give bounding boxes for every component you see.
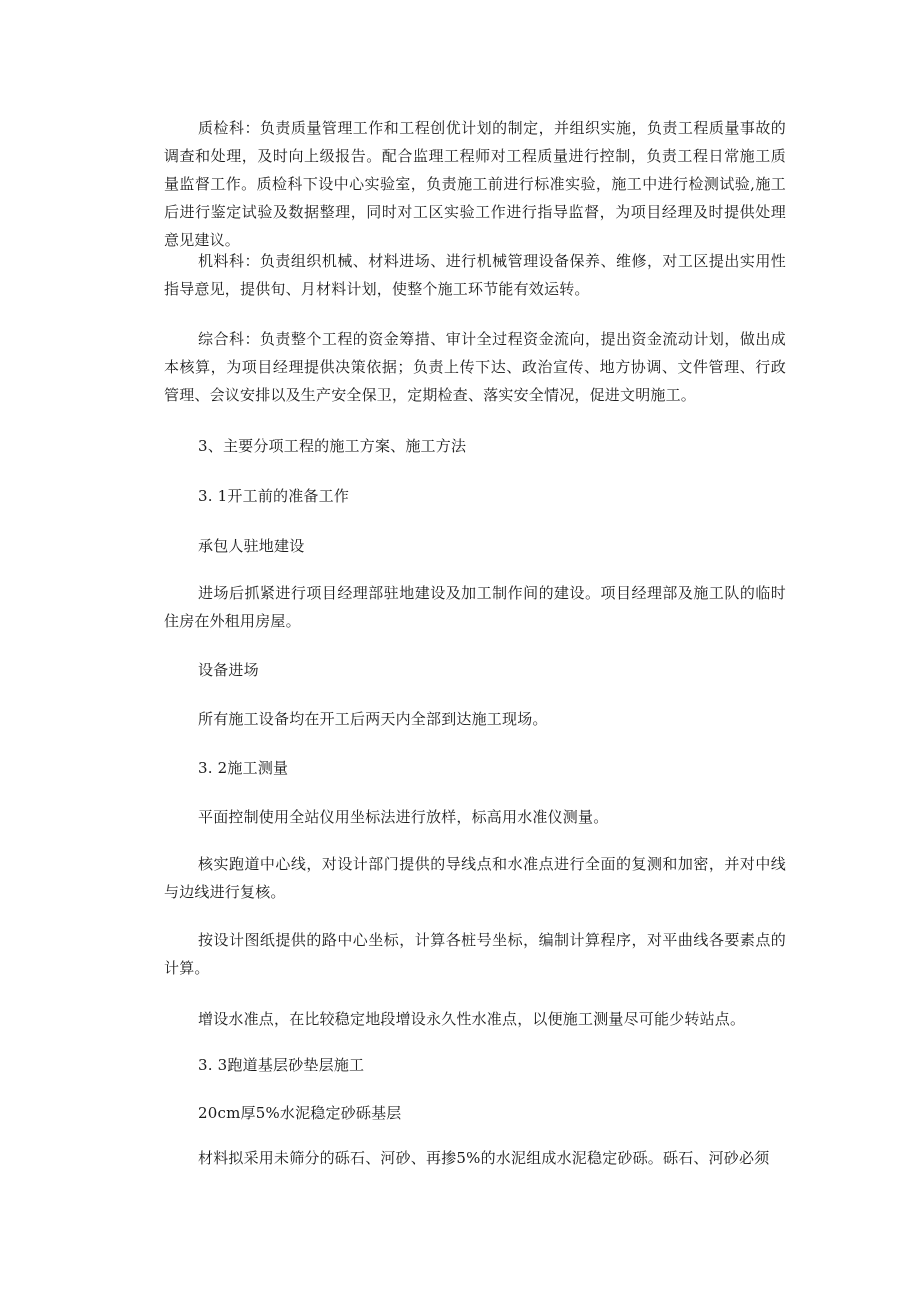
paragraph-plane-control: 平面控制使用全站仪用坐标法进行放样，标高用水准仪测量。 <box>198 808 609 826</box>
paragraph-quality-inspection: 质检科：负责质量管理工作和工程创优计划的制定，并组织实施，负责工程质量事故的调查和处理，及时向上级报告。配合监理工程师对工程质量进行控制，负责工程日常施工质量监督工作。质检科下设中心实验室，负责施工前进行标准实验，施工中进行检测试验,施工后进行鉴定试验及数据整理，同时对工区实验工作进行指导监督，为项目经理及时提供处理意见建议。 <box>164 119 786 249</box>
subheading-cement-base: 20cm厚5%水泥稳定砂砾基层 <box>198 1104 402 1122</box>
subsection-heading-3-3: 3. 3跑道基层砂垫层施工 <box>198 1056 365 1074</box>
paragraph-material-plan: 材料拟采用未筛分的砾石、河砂、再掺5%的水泥组成水泥稳定砂砾。砾石、河砂必须 <box>198 1149 770 1167</box>
section-heading-3: 3、主要分项工程的施工方案、施工方法 <box>198 437 467 455</box>
paragraph-general-affairs: 综合科：负责整个工程的资金筹措、审计全过程资金流向，提出资金流动计划，做出成本核算，为项目经理提供决策依据；负责上传下达、政治宣传、地方协调、文件管理、行政管理、会议安排以及生产安全保卫，定期检查、落实安全情况，促进文明施工。 <box>164 330 786 404</box>
paragraph-centerline-check: 核实跑道中心线，对设计部门提供的导线点和水准点进行全面的复测和加密，并对中线与边线进行复核。 <box>164 855 786 901</box>
subsection-heading-3-1: 3. 1开工前的准备工作 <box>198 487 350 505</box>
paragraph-equipment-arrival: 所有施工设备均在开工后两天内全部到达施工现场。 <box>198 710 548 728</box>
paragraph-benchmark-addition: 增设水准点，在比较稳定地段增设永久性水准点，以便施工测量尽可能少转站点。 <box>198 1010 746 1028</box>
subheading-equipment-entry: 设备进场 <box>198 661 259 679</box>
subheading-contractor-site: 承包人驻地建设 <box>198 537 305 555</box>
subsection-heading-3-2: 3. 2施工测量 <box>198 759 289 777</box>
paragraph-site-construction: 进场后抓紧进行项目经理部驻地建设及加工制作间的建设。项目经理部及施工队的临时住房在外租用房屋。 <box>164 584 786 630</box>
paragraph-coordinate-calculation: 按设计图纸提供的路中心坐标，计算各桩号坐标，编制计算程序，对平曲线各要素点的计算。 <box>164 931 786 977</box>
paragraph-machinery-materials: 机料科：负责组织机械、材料进场、进行机械管理设备保养、维修，对工区提出实用性指导意见，提供旬、月材料计划，使整个施工环节能有效运转。 <box>164 252 786 298</box>
